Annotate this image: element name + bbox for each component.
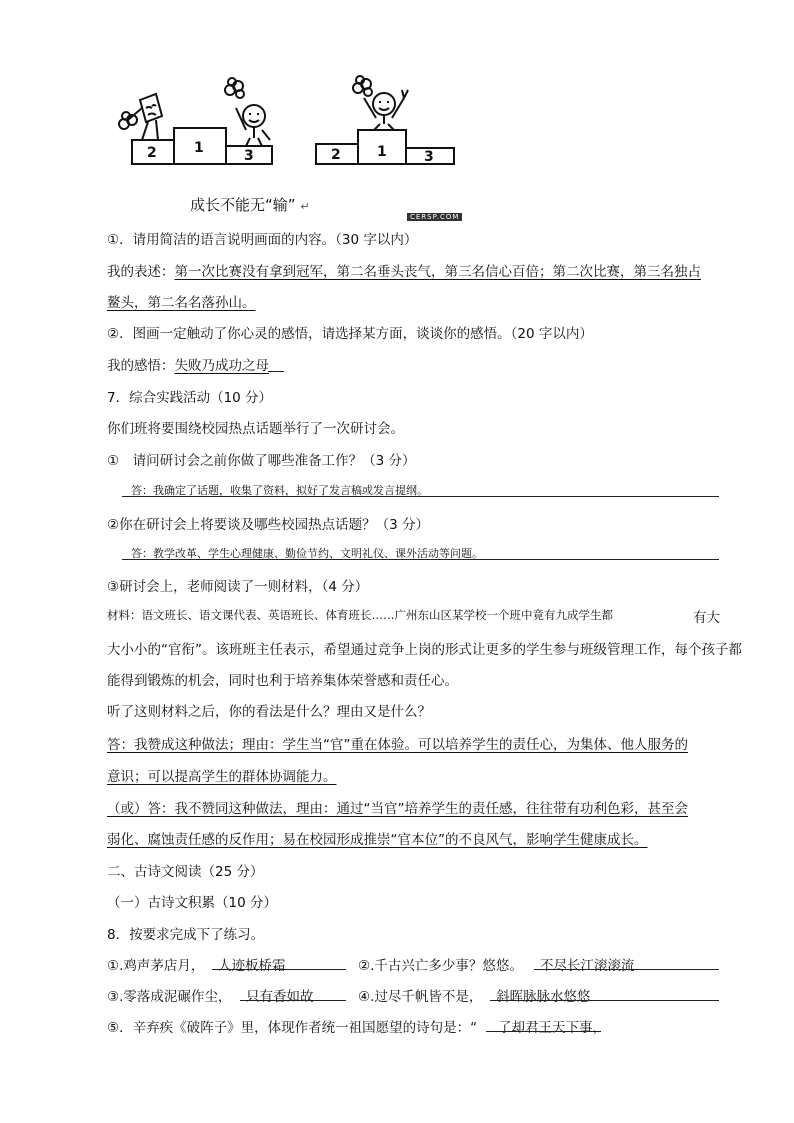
right-podium-1-label: 1 (377, 144, 387, 160)
fill-item-1-answer: 人迹板桥霜 (218, 958, 286, 974)
answer-b-line-1: （或）答：我不赞同这种做法，理由：通过“当官”培养学生的责任感，往往带有功利色彩，甚至会 (107, 801, 688, 817)
material-line-1 (107, 607, 613, 623)
q7-followup: 听了这则材料之后，你的看法是什么？理由又是什么？ (107, 704, 431, 720)
fill-item-2-prompt: ②.千古兴亡多少事？悠悠。 (358, 958, 523, 974)
q7-title: 7．综合实践活动（10 分） (107, 390, 273, 406)
q7-sub1-answer: 答：我确定了话题，收集了资料，拟好了发言稿或发言提纲。 (131, 484, 428, 497)
answer-2-label: 我的感悟： (107, 358, 175, 374)
return-mark-icon: ↵ (300, 200, 310, 213)
q7-sub1-question: ① 请问研讨会之前你做了哪些准备工作？（3 分） (107, 453, 416, 469)
answer-2-text: 失败乃成功之母 (174, 358, 269, 374)
material-line-2: 大小小的“官衔”。该班班主任表示，希望通过竞争上岗的形式让更多的学生参与班级管理工作，每个孩子都 (107, 642, 742, 658)
question-1: ①．请用简洁的语言说明画面的内容。（30 字以内） (107, 232, 418, 248)
q8-title: 8．按要求完成下了练习。 (107, 927, 265, 943)
fill-item-4-answer: 斜晖脉脉水悠悠 (496, 989, 591, 1005)
left-podium-2-label: 2 (147, 145, 157, 161)
fill-item-1-prompt: ①.鸡声茅店月， (107, 958, 205, 974)
material-line-3: 能得到锻炼的机会，同时也利于培养集体荣誉感和责任心。 (107, 673, 458, 689)
answer-b-line-2: 弱化、腐蚀责任感的反作用；易在校园形成推崇“官本位”的不良风气，影响学生健康成长。 (107, 832, 648, 848)
question-2: ②．图画一定触动了你心灵的感悟，请选择某方面，谈谈你的感悟。（20 字以内） (107, 326, 593, 342)
answer-1-label: 我的表述： (107, 264, 175, 280)
answer-a-line-2: 意识；可以提高学生的群体协调能力。 (107, 769, 337, 785)
section-2-title: 二、古诗文阅读（25 分） (107, 864, 264, 880)
q7-sub1-answer-line (122, 496, 719, 497)
watermark-logo: CERSP.COM (407, 213, 462, 221)
q7-sub2-answer-line (122, 559, 719, 560)
q7-sub2-answer: 答：教学改革、学生心理健康、勤俭节约、文明礼仪、课外活动等问题。 (131, 547, 483, 560)
answer-1-text: 第一次比赛没有拿到冠军，第二名垂头丧气，第三名信心百倍；第二次比赛，第三名独占 (174, 264, 701, 280)
answer-1-line-1 (107, 260, 701, 280)
answer-2-underline (268, 371, 284, 372)
fill-item-5-blank (486, 1031, 601, 1032)
illustration-caption (190, 194, 310, 215)
left-podium-1-label: 1 (194, 140, 204, 156)
fill-item-2-answer: 不尽长江滚滚流 (540, 958, 635, 974)
fill-item-5-answer: 了却君王天下事， (498, 1020, 606, 1036)
fill-item-1-blank (212, 969, 346, 970)
q7-sub3-question: ③研讨会上，老师阅读了一则材料，（4 分） (107, 579, 369, 595)
right-podium-3-label: 3 (424, 149, 434, 165)
fill-item-5-prompt: ⑤．辛弃疾《破阵子》里，体现作者统一祖国愿望的诗句是：“ (107, 1020, 478, 1036)
answer-2 (107, 354, 269, 374)
answer-a-line-1: 答：我赞成这种做法；理由：学生当“官”重在体验。可以培养学生的责任心，为集体、他人服务的 (107, 737, 688, 753)
material-line-1-tail: 有大 (693, 610, 720, 626)
answer-1-line-2: 鳌头，第二名名落孙山。 (107, 295, 256, 311)
fill-item-3-prompt: ③.零落成泥碾作尘， (107, 989, 232, 1005)
right-podium-2-label: 2 (331, 147, 341, 163)
q7-intro: 你们班将要围绕校园热点话题举行了一次研讨会。 (107, 421, 404, 437)
fill-item-3-blank (240, 1000, 346, 1001)
left-podium-3-label: 3 (244, 148, 254, 164)
q7-sub2-question: ②你在研讨会上将要谈及哪些校园热点话题？（3 分） (107, 517, 429, 533)
fill-item-4-prompt: ④.过尽千帆皆不是， (358, 989, 483, 1005)
material-line-1-text: 材料：语文班长、语文课代表、英语班长、体育班长……广州东山区某学校一个班中竟有九成学生都 (107, 608, 613, 622)
section-2-subtitle: （一）古诗文积累（10 分） (107, 895, 277, 911)
fill-item-3-answer: 只有香如故 (246, 989, 314, 1005)
fill-item-4-blank (490, 1000, 719, 1001)
fill-item-2-blank (534, 969, 719, 970)
caption-text: 成长不能无“输” (190, 196, 296, 214)
podium-illustration (112, 68, 472, 172)
